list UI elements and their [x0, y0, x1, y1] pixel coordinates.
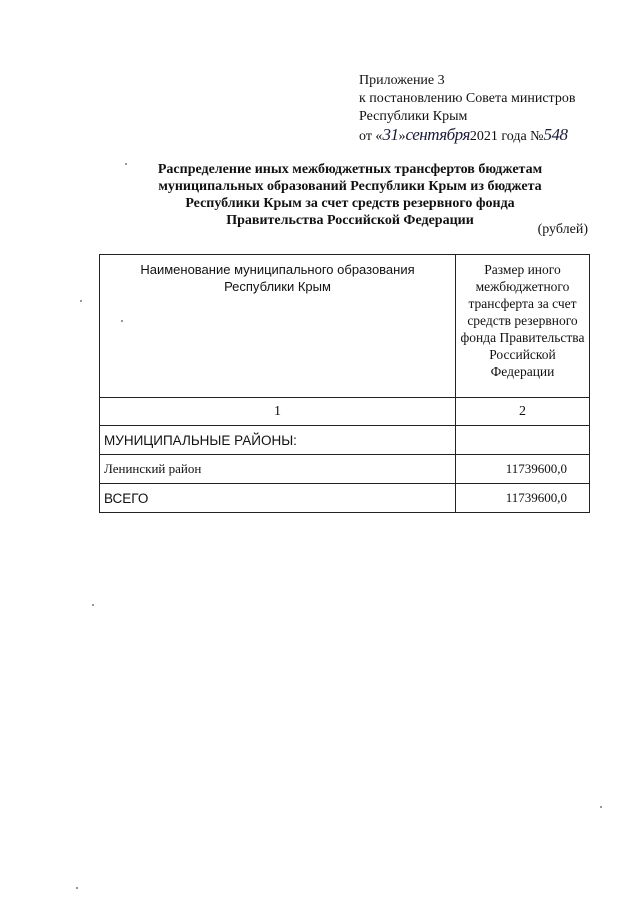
unit-label: (рублей) — [537, 222, 588, 237]
table-header-row — [100, 255, 590, 398]
col1-header: Наименование муниципального образования Республики Крым — [100, 255, 456, 398]
appendix-label: Приложение 3 — [359, 73, 445, 88]
scan-speck — [80, 300, 82, 302]
decree-reference: к постановлению Совета министров — [359, 91, 576, 106]
col1-number: 1 — [100, 398, 456, 426]
column-number-row — [100, 398, 590, 426]
row-name: МУНИЦИПАЛЬНЫЕ РАЙОНЫ: — [100, 426, 456, 455]
row-value: 11739600,0 — [456, 455, 590, 484]
transfers-table — [99, 254, 590, 513]
row-value — [456, 426, 590, 455]
table-row — [100, 455, 590, 484]
title-line-4: Правительства Российской Федерации — [226, 213, 474, 228]
table-row — [100, 426, 590, 455]
row-value: 11739600,0 — [456, 484, 590, 513]
date-prefix: от « — [359, 129, 383, 144]
title-line-2: муниципальных образований Республики Крым из бюджета — [158, 179, 542, 194]
title-line-3: Республики Крым за счет средств резервного фонда — [185, 196, 515, 211]
table-row — [100, 484, 590, 513]
scan-speck — [121, 320, 123, 322]
date-day-handwritten: 31 — [382, 125, 399, 144]
appendix-header — [359, 72, 575, 146]
title-line-1: Распределение иных межбюджетных трансфертов бюджетам — [157, 162, 543, 177]
scan-speck — [125, 163, 127, 165]
decree-date-line — [359, 126, 575, 146]
document-title — [120, 161, 580, 229]
doc-number-handwritten: 548 — [543, 125, 568, 144]
republic-name: Республики Крым — [359, 109, 468, 124]
scan-speck — [92, 604, 94, 606]
col2-header: Размер иного межбюджетного трансферта за счет средств резервного фонда Правительства Российской Федерации — [456, 255, 590, 398]
scan-speck — [600, 806, 602, 808]
date-year: 2021 года № — [469, 129, 544, 144]
scan-speck — [76, 887, 78, 889]
date-month-handwritten: сентября — [405, 125, 470, 144]
col2-number: 2 — [456, 398, 590, 426]
row-name: Ленинский район — [100, 455, 456, 484]
date-quote: » — [398, 129, 406, 144]
row-name: ВСЕГО — [100, 484, 456, 513]
